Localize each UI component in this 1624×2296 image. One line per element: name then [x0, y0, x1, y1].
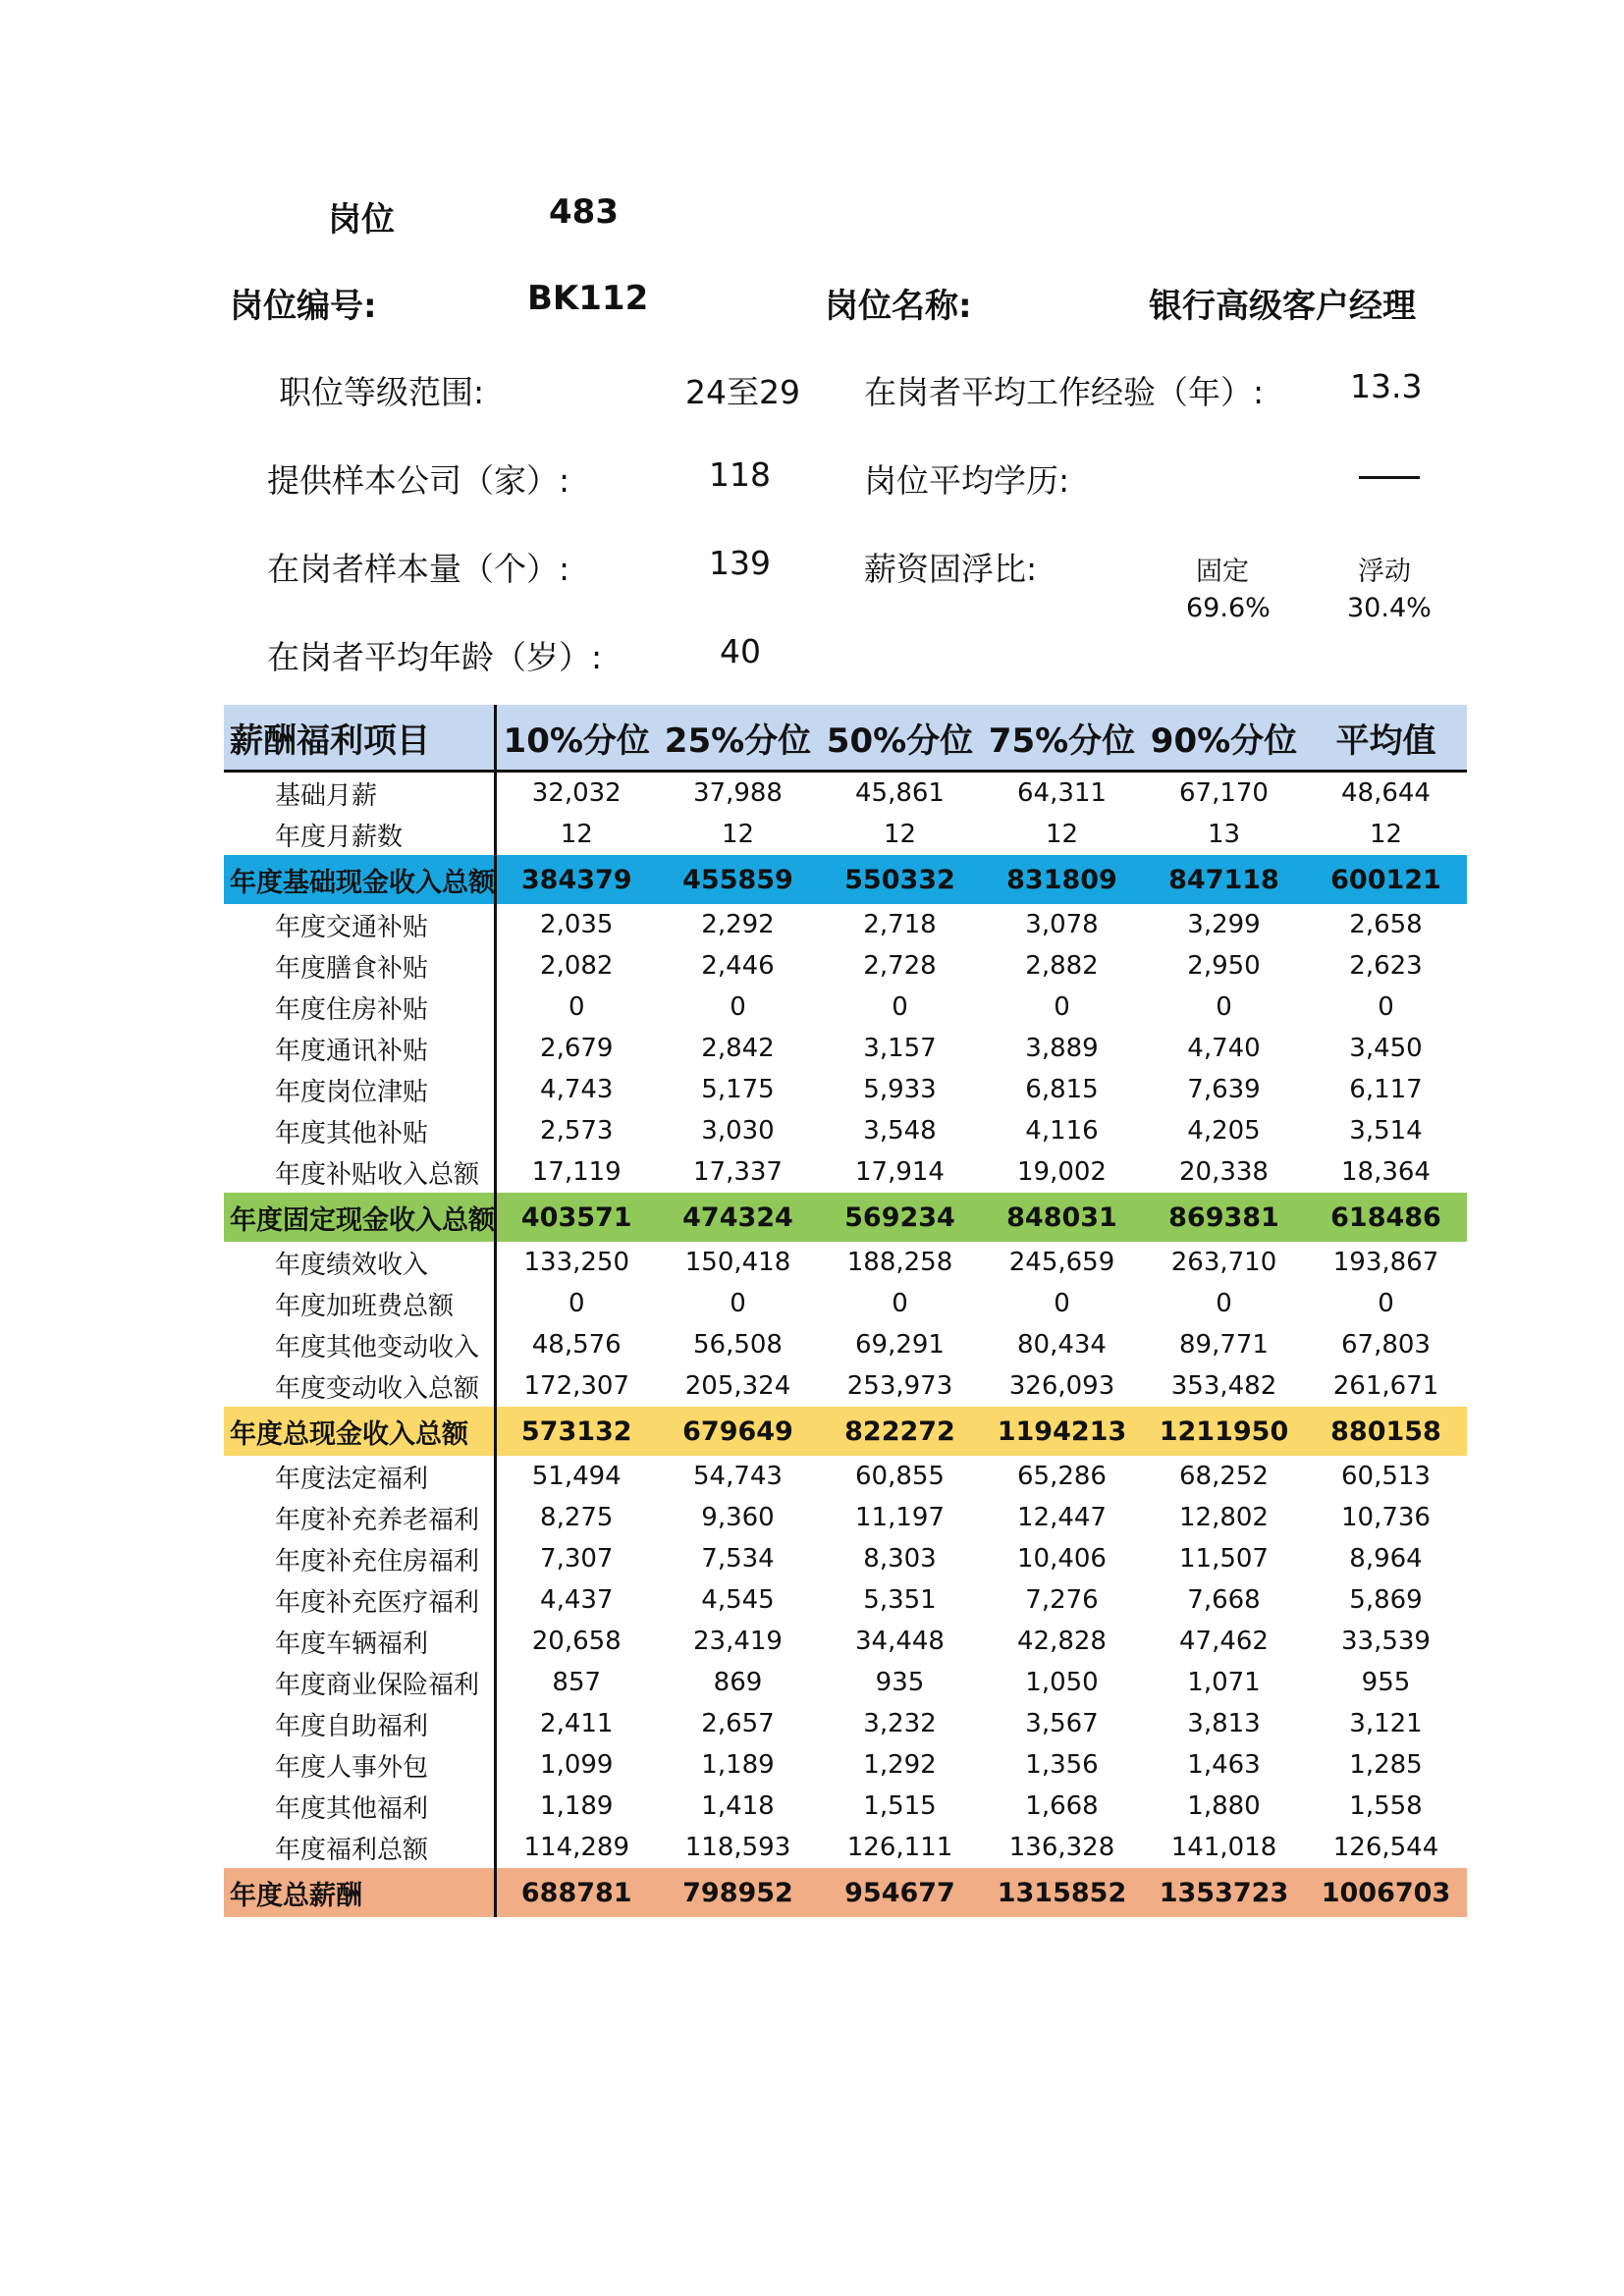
row-label: 年度交通补贴 [224, 904, 495, 945]
table-row [224, 1242, 1467, 1283]
row-label: 年度补贴收入总额 [224, 1151, 495, 1193]
cell-value: 3,232 [863, 1709, 937, 1738]
cell-value: 573132 [495, 1407, 657, 1456]
cell-value: 54,743 [693, 1462, 783, 1491]
cell-value: 1,668 [1025, 1791, 1099, 1821]
cell-value: 48,576 [531, 1330, 622, 1360]
table-total-row [224, 1868, 1467, 1917]
cell-value: 64,311 [1017, 778, 1107, 808]
cell-value: 847118 [1143, 855, 1305, 904]
cell-value: 1,189 [540, 1791, 614, 1821]
table-row [224, 904, 1467, 945]
cell-value: 848031 [981, 1193, 1143, 1242]
cell-value: 1,356 [1025, 1750, 1099, 1780]
cell-value: 7,276 [1025, 1585, 1099, 1615]
cell-value: 679649 [657, 1407, 819, 1456]
avg-experience-label: 在岗者平均工作经验（年）: [864, 373, 1265, 411]
cell-value: 2,679 [540, 1034, 614, 1063]
cell-value: 3,548 [863, 1116, 937, 1146]
cell-value: 798952 [657, 1868, 819, 1917]
cell-value: 2,292 [701, 910, 775, 939]
cell-value: 2,411 [540, 1709, 614, 1738]
cell-value: 935 [875, 1668, 925, 1697]
cell-value: 17,337 [693, 1157, 783, 1187]
cell-value: 141,018 [1170, 1833, 1277, 1862]
cell-value: 2,842 [701, 1034, 775, 1063]
avg-age-value: 40 [720, 632, 761, 670]
cell-value: 7,639 [1187, 1075, 1261, 1104]
cell-value: 822272 [819, 1407, 981, 1456]
cell-value: 6,815 [1025, 1075, 1099, 1104]
compensation-table [224, 705, 1467, 1917]
cell-value: 245,659 [1008, 1248, 1115, 1277]
table-row [224, 1744, 1467, 1786]
cell-value: 2,035 [540, 910, 614, 939]
cell-value: 5,351 [863, 1585, 937, 1615]
table-row [224, 1786, 1467, 1827]
position-code-value: BK112 [527, 279, 649, 318]
cell-value: 3,299 [1187, 910, 1261, 939]
cell-value: 0 [1216, 992, 1232, 1022]
cell-value: 172,307 [523, 1371, 630, 1401]
cell-value: 261,671 [1332, 1371, 1439, 1401]
cell-value: 5,175 [701, 1075, 775, 1104]
cell-value: 2,573 [540, 1116, 614, 1146]
cell-value: 2,657 [701, 1709, 775, 1738]
cell-value: 4,545 [701, 1585, 775, 1615]
avg-education-value [1359, 476, 1420, 479]
cell-value: 67,803 [1341, 1330, 1431, 1360]
fixed-label: 固定 [1196, 557, 1249, 587]
cell-value: 3,078 [1025, 910, 1099, 939]
row-label: 年度福利总额 [224, 1827, 495, 1868]
cell-value: 2,623 [1349, 951, 1423, 981]
row-label: 年度总薪酬 [224, 1868, 495, 1917]
cell-value: 3,450 [1349, 1034, 1423, 1063]
table-row [224, 1456, 1467, 1497]
cell-value: 600121 [1305, 855, 1467, 904]
table-body [224, 772, 1467, 1918]
cell-value: 1,463 [1187, 1750, 1261, 1780]
sample-companies-label: 提供样本公司（家）: [267, 461, 570, 500]
table-row [224, 1662, 1467, 1703]
cell-value: 1,071 [1187, 1668, 1261, 1697]
cell-value: 65,286 [1017, 1462, 1107, 1491]
grade-range-value: 24至29 [685, 373, 800, 411]
cell-value: 0 [1216, 1289, 1232, 1318]
cell-value: 80,434 [1017, 1330, 1107, 1360]
table-header-row [224, 705, 1467, 772]
cell-value: 32,032 [531, 778, 622, 808]
cell-value: 0 [730, 1289, 746, 1318]
table-total-row [224, 1407, 1467, 1456]
cell-value: 3,889 [1025, 1034, 1099, 1063]
table-row [224, 772, 1467, 815]
col-header-p50: 50%分位 [819, 705, 981, 772]
cell-value: 20,658 [531, 1627, 622, 1656]
row-label: 基础月薪 [224, 772, 495, 815]
cell-value: 4,116 [1025, 1116, 1099, 1146]
cell-value: 1,292 [863, 1750, 937, 1780]
cell-value: 7,307 [540, 1544, 614, 1574]
position-code-label: 岗位编号: [230, 287, 377, 326]
cell-value: 3,030 [701, 1116, 775, 1146]
cell-value: 34,448 [855, 1627, 945, 1656]
table-row [224, 1538, 1467, 1579]
row-label: 年度其他福利 [224, 1786, 495, 1827]
cell-value: 188,258 [846, 1248, 953, 1277]
table-row [224, 1827, 1467, 1868]
cell-value: 89,771 [1179, 1330, 1269, 1360]
row-label: 年度补充住房福利 [224, 1538, 495, 1579]
table-row [224, 1069, 1467, 1110]
row-label: 年度通讯补贴 [224, 1028, 495, 1069]
row-label: 年度岗位津贴 [224, 1069, 495, 1110]
cell-value: 12 [560, 820, 593, 849]
cell-value: 0 [1378, 1289, 1394, 1318]
cell-value: 8,303 [863, 1544, 937, 1574]
cell-value: 263,710 [1170, 1248, 1277, 1277]
position-value: 483 [549, 192, 619, 232]
sample-size-value: 139 [709, 544, 771, 582]
cell-value: 20,338 [1179, 1157, 1269, 1187]
cell-value: 11,507 [1179, 1544, 1269, 1574]
cell-value: 12,802 [1179, 1503, 1269, 1532]
sample-size-label: 在岗者样本量（个）: [267, 550, 570, 588]
cell-value: 4,437 [540, 1585, 614, 1615]
cell-value: 9,360 [701, 1503, 775, 1532]
cell-value: 2,882 [1025, 951, 1099, 981]
cell-value: 18,364 [1341, 1157, 1431, 1187]
cell-value: 11,197 [855, 1503, 945, 1532]
cell-value: 114,289 [523, 1833, 630, 1862]
cell-value: 45,861 [855, 778, 945, 808]
grade-range-label: 职位等级范围: [279, 373, 485, 411]
cell-value: 326,093 [1008, 1371, 1115, 1401]
row-label: 年度总现金收入总额 [224, 1407, 495, 1456]
cell-value: 880158 [1305, 1407, 1467, 1456]
cell-value: 8,964 [1349, 1544, 1423, 1574]
cell-value: 12,447 [1017, 1503, 1107, 1532]
cell-value: 0 [1378, 992, 1394, 1022]
row-label: 年度基础现金收入总额 [224, 855, 495, 904]
cell-value: 3,813 [1187, 1709, 1261, 1738]
sample-companies-value: 118 [709, 455, 771, 494]
cell-value: 1,515 [863, 1791, 937, 1821]
cell-value: 0 [730, 992, 746, 1022]
cell-value: 136,328 [1008, 1833, 1115, 1862]
cell-value: 1,880 [1187, 1791, 1261, 1821]
row-label: 年度变动收入总额 [224, 1365, 495, 1407]
table-row [224, 1365, 1467, 1407]
cell-value: 19,002 [1017, 1157, 1107, 1187]
cell-value: 1194213 [981, 1407, 1143, 1456]
cell-value: 60,855 [855, 1462, 945, 1491]
cell-value: 2,658 [1349, 910, 1423, 939]
cell-value: 56,508 [693, 1330, 783, 1360]
row-label: 年度加班费总额 [224, 1283, 495, 1324]
cell-value: 60,513 [1341, 1462, 1431, 1491]
cell-value: 1,418 [701, 1791, 775, 1821]
avg-experience-value: 13.3 [1350, 367, 1423, 405]
row-label: 年度其他补贴 [224, 1110, 495, 1151]
cell-value: 67,170 [1179, 778, 1269, 808]
cell-value: 550332 [819, 855, 981, 904]
cell-value: 33,539 [1341, 1627, 1431, 1656]
row-label: 年度人事外包 [224, 1744, 495, 1786]
cell-value: 869381 [1143, 1193, 1305, 1242]
cell-value: 23,419 [693, 1627, 783, 1656]
cell-value: 150,418 [684, 1248, 791, 1277]
cell-value: 3,121 [1349, 1709, 1423, 1738]
col-header-p75: 75%分位 [981, 705, 1143, 772]
cell-value: 1,558 [1349, 1791, 1423, 1821]
table-row [224, 987, 1467, 1028]
cell-value: 118,593 [684, 1833, 791, 1862]
cell-value: 205,324 [684, 1371, 791, 1401]
row-label: 年度绩效收入 [224, 1242, 495, 1283]
cell-value: 954677 [819, 1868, 981, 1917]
cell-value: 857 [552, 1668, 602, 1697]
cell-value: 0 [568, 1289, 585, 1318]
col-header-item: 薪酬福利项目 [224, 705, 495, 772]
col-header-p10: 10%分位 [495, 705, 657, 772]
cell-value: 2,446 [701, 951, 775, 981]
cell-value: 126,544 [1332, 1833, 1439, 1862]
cell-value: 4,205 [1187, 1116, 1261, 1146]
cell-value: 68,252 [1179, 1462, 1269, 1491]
table-row [224, 1151, 1467, 1193]
cell-value: 193,867 [1332, 1248, 1439, 1277]
row-label: 年度膳食补贴 [224, 945, 495, 987]
table-row [224, 1497, 1467, 1538]
avg-education-label: 岗位平均学历: [864, 461, 1070, 500]
position-name-label: 岗位名称: [825, 287, 972, 326]
cell-value: 7,668 [1187, 1585, 1261, 1615]
row-label: 年度补充养老福利 [224, 1497, 495, 1538]
table-row [224, 1110, 1467, 1151]
col-header-p25: 25%分位 [657, 705, 819, 772]
cell-value: 353,482 [1170, 1371, 1277, 1401]
cell-value: 0 [892, 1289, 908, 1318]
cell-value: 0 [892, 992, 908, 1022]
cell-value: 1211950 [1143, 1407, 1305, 1456]
cell-value: 48,644 [1341, 778, 1431, 808]
cell-value: 4,743 [540, 1075, 614, 1104]
cell-value: 831809 [981, 855, 1143, 904]
cell-value: 2,728 [863, 951, 937, 981]
cell-value: 869 [713, 1668, 763, 1697]
row-label: 年度固定现金收入总额 [224, 1193, 495, 1242]
cell-value: 384379 [495, 855, 657, 904]
table-row [224, 945, 1467, 987]
cell-value: 0 [1054, 1289, 1070, 1318]
cell-value: 1,050 [1025, 1668, 1099, 1697]
cell-value: 3,567 [1025, 1709, 1099, 1738]
cell-value: 10,406 [1017, 1544, 1107, 1574]
cell-value: 47,462 [1179, 1627, 1269, 1656]
col-header-p90: 90%分位 [1143, 705, 1305, 772]
row-label: 年度月薪数 [224, 814, 495, 855]
cell-value: 12 [1369, 820, 1403, 849]
cell-value: 403571 [495, 1193, 657, 1242]
cell-value: 1006703 [1305, 1868, 1467, 1917]
col-header-avg: 平均值 [1305, 705, 1467, 772]
table-row [224, 814, 1467, 855]
cell-value: 1,285 [1349, 1750, 1423, 1780]
cell-value: 1315852 [981, 1868, 1143, 1917]
cell-value: 10,736 [1341, 1503, 1431, 1532]
cell-value: 13 [1207, 820, 1241, 849]
cell-value: 2,718 [863, 910, 937, 939]
row-label: 年度其他变动收入 [224, 1324, 495, 1365]
table-total-row [224, 855, 1467, 904]
position-name-value: 银行高级客户经理 [1149, 287, 1416, 326]
cell-value: 1,189 [701, 1750, 775, 1780]
cell-value: 2,082 [540, 951, 614, 981]
cell-value: 12 [721, 820, 755, 849]
row-label: 年度住房补贴 [224, 987, 495, 1028]
table-total-row [224, 1193, 1467, 1242]
floating-label: 浮动 [1358, 557, 1411, 587]
floating-value: 30.4% [1347, 593, 1432, 623]
cell-value: 5,933 [863, 1075, 937, 1104]
row-label: 年度补充医疗福利 [224, 1579, 495, 1621]
row-label: 年度商业保险福利 [224, 1662, 495, 1703]
cell-value: 69,291 [855, 1330, 945, 1360]
cell-value: 5,869 [1349, 1585, 1423, 1615]
cell-value: 1,099 [540, 1750, 614, 1780]
cell-value: 8,275 [540, 1503, 614, 1532]
cell-value: 7,534 [701, 1544, 775, 1574]
table-row [224, 1028, 1467, 1069]
cell-value: 3,157 [863, 1034, 937, 1063]
cell-value: 618486 [1305, 1193, 1467, 1242]
cell-value: 133,250 [523, 1248, 630, 1277]
cell-value: 455859 [657, 855, 819, 904]
cell-value: 0 [568, 992, 585, 1022]
cell-value: 253,973 [846, 1371, 953, 1401]
cell-value: 17,914 [855, 1157, 945, 1187]
position-label: 岗位 [328, 200, 395, 240]
cell-value: 37,988 [693, 778, 783, 808]
row-label: 年度法定福利 [224, 1456, 495, 1497]
cell-value: 569234 [819, 1193, 981, 1242]
table-row [224, 1579, 1467, 1621]
cell-value: 51,494 [531, 1462, 622, 1491]
cell-value: 17,119 [531, 1157, 622, 1187]
cell-value: 0 [1054, 992, 1070, 1022]
avg-age-label: 在岗者平均年龄（岁）: [267, 638, 603, 676]
cell-value: 12 [1045, 820, 1079, 849]
table-row [224, 1703, 1467, 1744]
cell-value: 955 [1361, 1668, 1411, 1697]
table-row [224, 1621, 1467, 1662]
table-row [224, 1283, 1467, 1324]
cell-value: 6,117 [1349, 1075, 1423, 1104]
cell-value: 474324 [657, 1193, 819, 1242]
cell-value: 42,828 [1017, 1627, 1107, 1656]
table-row [224, 1324, 1467, 1365]
fixed-value: 69.6% [1186, 593, 1271, 623]
cell-value: 126,111 [846, 1833, 953, 1862]
cell-value: 3,514 [1349, 1116, 1423, 1146]
cell-value: 2,950 [1187, 951, 1261, 981]
row-label: 年度自助福利 [224, 1703, 495, 1744]
cell-value: 688781 [495, 1868, 657, 1917]
cell-value: 4,740 [1187, 1034, 1261, 1063]
cell-value: 12 [883, 820, 917, 849]
row-label: 年度车辆福利 [224, 1621, 495, 1662]
cell-value: 1353723 [1143, 1868, 1305, 1917]
pay-ratio-label: 薪资固浮比: [864, 550, 1038, 588]
